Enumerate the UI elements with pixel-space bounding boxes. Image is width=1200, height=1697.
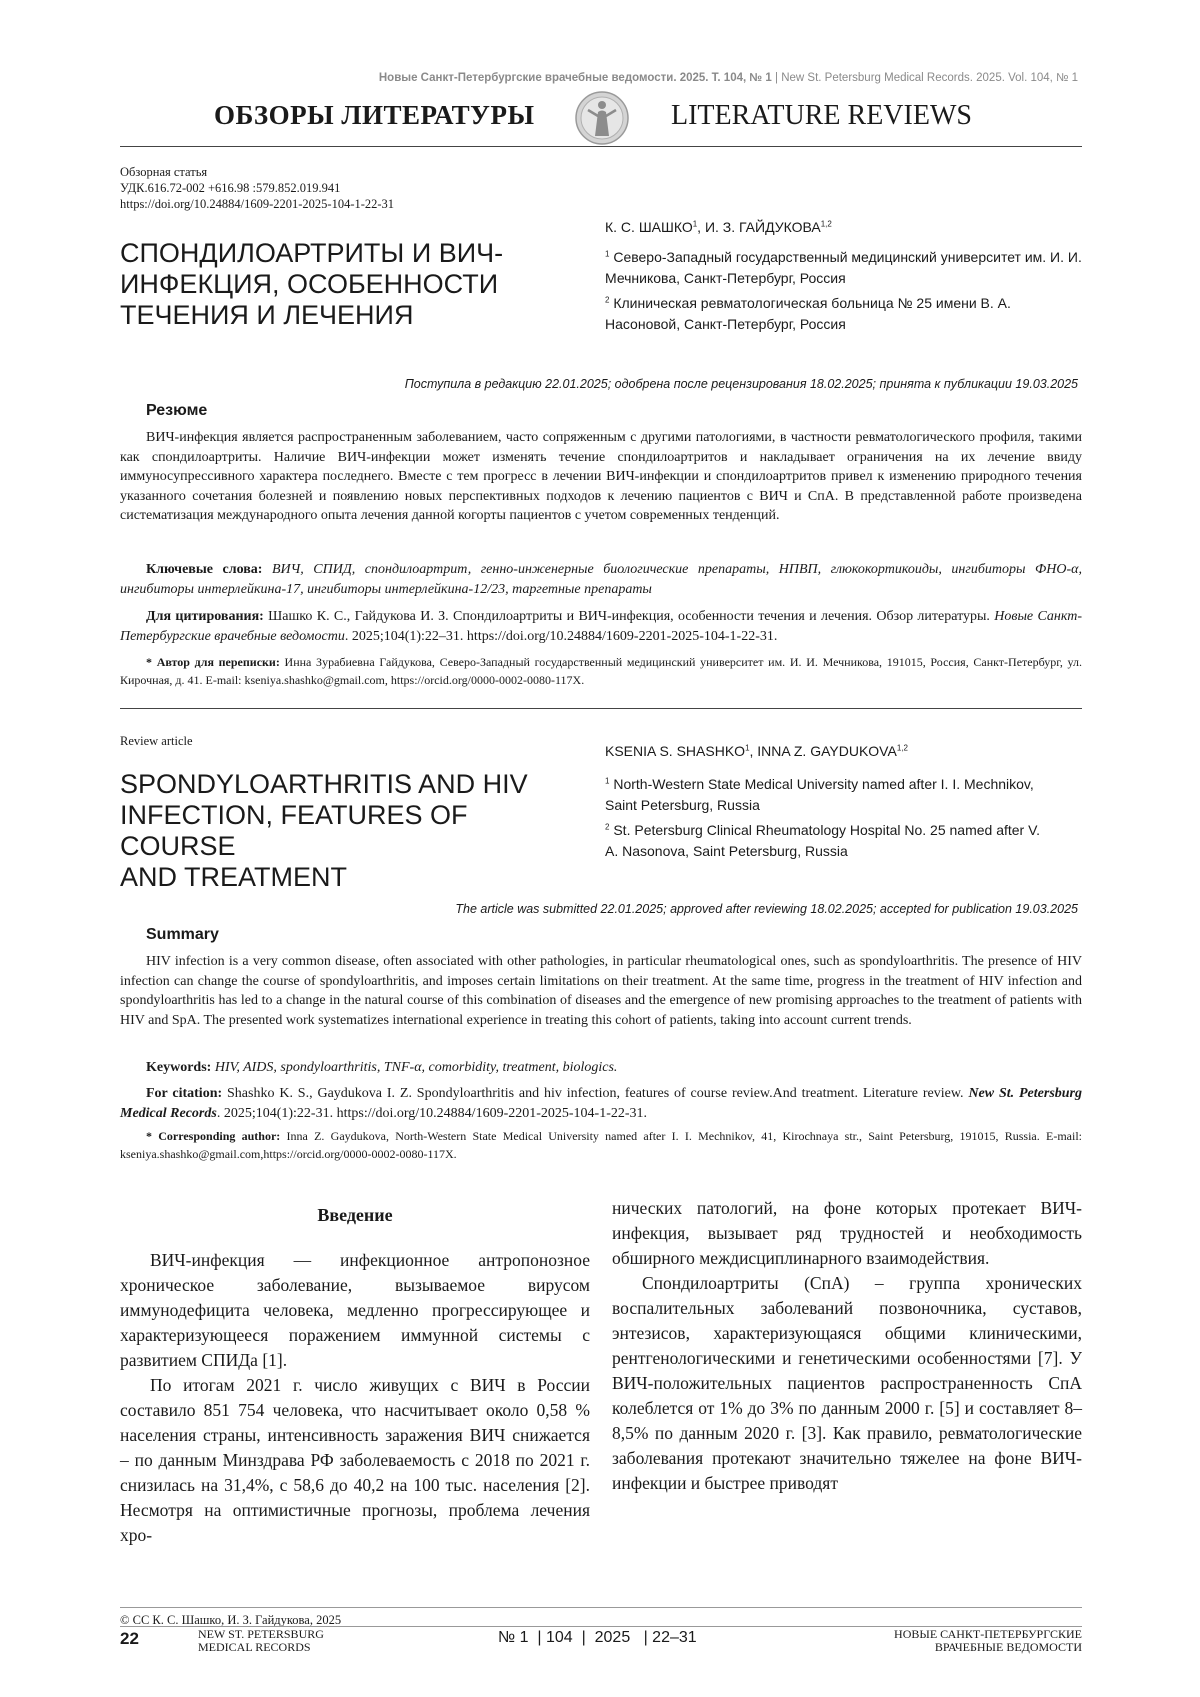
en-title-line: INFECTION, FEATURES OF COURSE <box>120 800 468 861</box>
en-keywords-text: HIV, AIDS, spondyloarthritis, TNF-α, comorbidity, treatment, biologics. <box>211 1060 618 1075</box>
en-affil-2-text: St. Petersburg Clinical Rheumatology Hospital No. 25 named after V. A. Nasonova, Saint Petersburg, Russia <box>605 822 1041 859</box>
running-head-separator: | <box>775 72 778 84</box>
ru-keywords <box>120 560 1082 599</box>
en-article-type: Review article <box>120 734 193 748</box>
ru-title <box>120 238 540 331</box>
en-corr-text: Inna Z. Gaydukova, North-Western State Medical University named after I. I. Mechnikov, 41, Kirochnaya str., Saint Petersburg, 191015, Russia. E-mail: kseniya.shashko@gmail.com,https://orcid.org/0000-0002-0080-117X. <box>120 1129 1082 1161</box>
journal-name-ru-line: НОВЫЕ САНКТ-ПЕТЕРБУРГСКИЕ <box>894 1627 1082 1641</box>
intro-heading: Введение <box>317 1205 393 1225</box>
ru-title-line: СПОНДИЛОАРТРИТЫ И ВИЧ- <box>120 238 504 268</box>
en-author-1: KSENIA S. SHASHKO <box>605 743 746 759</box>
en-title-line: AND TREATMENT <box>120 862 348 892</box>
ru-udc: УДК.616.72-002 +616.98 :579.852.019.941 <box>120 181 341 195</box>
ru-meta <box>120 164 394 212</box>
ru-author-2-sup: 1,2 <box>820 219 832 229</box>
en-summary-text: HIV infection is a very common disease, often associated with other pathologies, in particular rheumatological ones, such as spondyloarthritis. The presence of HIV infection can change the course of spondyloarthritis, and imposes certain limitations on their treatment. At the same time, progress in the treatment of HIV infection and spondyloarthritis has led to a change in the natural course of this combination of diseases and the emergence of new promising approaches to the treatment of patients with HIV and SpA. The presented work systematizes international experience in treating this cohort of patients, taking into account current trends. <box>120 954 1082 1028</box>
ru-affil-1-text: Северо-Западный государственный медицинский университет им. И. И. Мечникова, Санкт-Петербург, Россия <box>605 249 1082 286</box>
en-correspondence <box>120 1127 1082 1163</box>
ru-citation-label: Для цитирования: <box>146 609 264 624</box>
header-rule <box>120 146 1082 147</box>
ru-affil-1-sup: 1 <box>605 249 610 259</box>
en-affil-1-sup: 1 <box>605 776 610 786</box>
section-title-ru: ОБЗОРЫ ЛИТЕРАТУРЫ <box>214 100 535 130</box>
journal-emblem-icon <box>574 88 630 148</box>
ru-author-1-sup: 1 <box>692 219 698 229</box>
ru-citation <box>120 607 1082 646</box>
en-citation-a: Shashko K. S., Gaydukova I. Z. Spondyloarthritis and hiv infection, features of course review.And treatment. Literature review. <box>222 1086 969 1101</box>
body-right-column <box>612 1196 1082 1496</box>
ru-article-type: Обзорная статья <box>120 165 208 179</box>
ru-corr-text: Инна Зурабиевна Гайдукова, Северо-Западный государственный медицинский университет им. И. И. Мечникова, 191015, Россия, Санкт-Петербург, ул. Кирочная, д. 41. E-mail: kseniya.shashko@gmail.com, https://orcid.org/0000-0002-0080-117X. <box>120 655 1082 687</box>
ru-citation-b: . 2025;104(1):22–31. https://doi.org/10.24884/1609-2201-2025-104-1-22-31. <box>344 628 778 644</box>
en-keywords-label: Keywords: <box>146 1060 212 1075</box>
ru-received-dates: Поступила в редакцию 22.01.2025; одобрена после рецензирования 18.02.2025; принята к публикации 19.03.2025 <box>404 377 1078 391</box>
ru-affil-2-sup: 2 <box>605 295 610 305</box>
page-number: 22 <box>120 1629 139 1648</box>
journal-name-ru-line: ВРАЧЕБНЫЕ ВЕДОМОСТИ <box>934 1640 1082 1654</box>
ru-author-2: , И. З. ГАЙДУКОВА <box>697 219 821 235</box>
ru-summary-text: ВИЧ-инфекция является распространенным заболеванием, часто сопряженным с другими патологиями, в частности ревматологического профиля, такими как спондилоартриты. Наличие ВИЧ-инфекции может изменять течение спондилоартритов и накладывает ограничения на их лечение ввиду иммуносупрессивного характера последнего. Вместе с тем прогресс в лечении ВИЧ-инфекции и спондилоартритов привел к изменению природного течения указанного сочетания болезней и появлению новых перспективных подходов к лечению пациентов с ВИЧ и СпА. В представленной работе произведена систематизация международного опыта лечения данной когорты пациентов с учетом современных тенденций. <box>120 430 1082 523</box>
journal-name-en <box>198 1628 324 1654</box>
en-affil-1-text: North-Western State Medical University named after I. I. Mechnikov, Saint Petersburg, Russia <box>605 776 1034 813</box>
ru-doi[interactable]: https://doi.org/10.24884/1609-2201-2025-104-1-22-31 <box>120 197 395 211</box>
en-keywords <box>120 1058 1082 1078</box>
footer-rule-top <box>120 1607 1082 1608</box>
en-author-1-sup: 1 <box>745 743 750 753</box>
en-citation-label: For citation: <box>146 1086 223 1101</box>
ru-corr-label: * Автор для переписки: <box>146 655 280 669</box>
ru-authors <box>605 219 832 235</box>
running-head <box>120 72 1078 84</box>
ru-citation-journal: Новые Санкт-Петербургские врачебные ведомости <box>120 609 1082 644</box>
ru-author-1: К. С. ШАШКО <box>605 219 693 235</box>
ru-affil-2-text: Клиническая ревматологическая больница № 25 имени В. А. Насоновой, Санкт-Петербург, Россия <box>605 295 1011 332</box>
ru-affiliation-2 <box>605 293 1085 335</box>
en-affiliation-2 <box>605 820 1045 862</box>
copyright: © СС К. С. Шашко, И. З. Гайдукова, 2025 <box>120 1613 342 1627</box>
journal-name-en-line: NEW ST. PETERSBURG <box>198 1627 324 1641</box>
body-paragraph: По итогам 2021 г. число живущих с ВИЧ в России составило 851 754 человека, что насчитывает около 0,58 % населения страны, интенсивность заражения ВИЧ снижается – по данным Минздрава РФ заболеваемость с 2018 по 2021 г. снизилась на 31,4%, с 58,6 до 40,2 на 100 тыс. населения [2]. Несмотря на оптимистичные прогнозы, проблема лечения хро- <box>120 1375 590 1545</box>
issue-info: № 1 | 104 | 2025 | 22–31 <box>498 1629 697 1646</box>
en-affiliation-1 <box>605 774 1045 816</box>
en-author-2-sup: 1,2 <box>896 743 908 753</box>
body-paragraph: нических патологий, на фоне которых протекает ВИЧ-инфекция, вызывает ряд трудностей и необходимость обширного междисциплинарного взаимодействия. <box>612 1198 1082 1268</box>
body-left-column <box>120 1248 590 1548</box>
en-title <box>120 769 590 893</box>
ru-title-line: ТЕЧЕНИЯ И ЛЕЧЕНИЯ <box>120 300 414 330</box>
en-authors <box>605 743 908 759</box>
en-citation <box>120 1084 1082 1123</box>
language-divider <box>120 708 1082 709</box>
body-paragraph: Спондилоартриты (СпА) – группа хронических воспалительных заболеваний позвоночника, суставов, энтезисов, характеризующаяся общими клиническими, рентгенологическими и генетическими особенностями [7]. У ВИЧ-положительных пациентов распространенность СпА колеблется от 1% до 3% по данным 2000 г. [5] и составляет 8–8,5% по данным 2020 г. [3]. Как правило, ревматологические заболевания протекают значительно тяжелее на фоне ВИЧ-инфекции и быстрее приводят <box>612 1273 1082 1493</box>
running-head-ru: Новые Санкт-Петербургские врачебные ведомости. 2025. Т. 104, № 1 <box>378 72 772 84</box>
ru-correspondence <box>120 653 1082 689</box>
ru-keywords-text: ВИЧ, СПИД, спондилоартрит, генно-инженерные биологические препараты, НПВП, глюкокортикоиды, ингибиторы ФНО-α, ингибиторы интерлейкина-17, ингибиторы интерлейкина-12/23, таргетные препараты <box>120 562 1082 597</box>
en-affil-2-sup: 2 <box>605 822 610 832</box>
en-received-dates: The article was submitted 22.01.2025; approved after reviewing 18.02.2025; accepted for publication 19.03.2025 <box>455 902 1078 916</box>
en-summary-heading: Summary <box>146 926 219 943</box>
en-citation-journal: New St. Petersburg Medical Records <box>120 1086 1083 1121</box>
en-corr-label: * Corresponding author: <box>146 1129 281 1143</box>
ru-keywords-label: Ключевые слова: <box>146 562 263 577</box>
body-paragraph: ВИЧ-инфекция — инфекционное антропонозное хроническое заболевание, вызываемое вирусом иммунодефицита человека, медленно прогрессирующее и характеризующееся поражением иммунной системы с развитием СПИДа [1]. <box>120 1250 590 1370</box>
ru-citation-a: Шашко К. С., Гайдукова И. З. Спондилоартриты и ВИЧ-инфекция, особенности течения и лечения. Обзор литературы. <box>263 609 995 624</box>
en-author-2: , INNA Z. GAYDUKOVA <box>749 743 897 759</box>
en-citation-b: . 2025;104(1):22-31. https://doi.org/10.24884/1609-2201-2025-104-1-22-31. <box>216 1105 648 1121</box>
en-title-line: SPONDYLOARTHRITIS AND HIV <box>120 769 528 799</box>
ru-title-line: ИНФЕКЦИЯ, ОСОБЕННОСТИ <box>120 269 499 299</box>
ru-affiliation-1 <box>605 247 1085 289</box>
ru-summary-heading: Резюме <box>146 402 208 419</box>
section-title-en: LITERATURE REVIEWS <box>671 100 972 131</box>
running-head-en: New St. Petersburg Medical Records. 2025. Vol. 104, № 1 <box>781 72 1078 84</box>
journal-name-en-line: MEDICAL RECORDS <box>198 1640 311 1654</box>
journal-name-ru <box>800 1628 1082 1654</box>
